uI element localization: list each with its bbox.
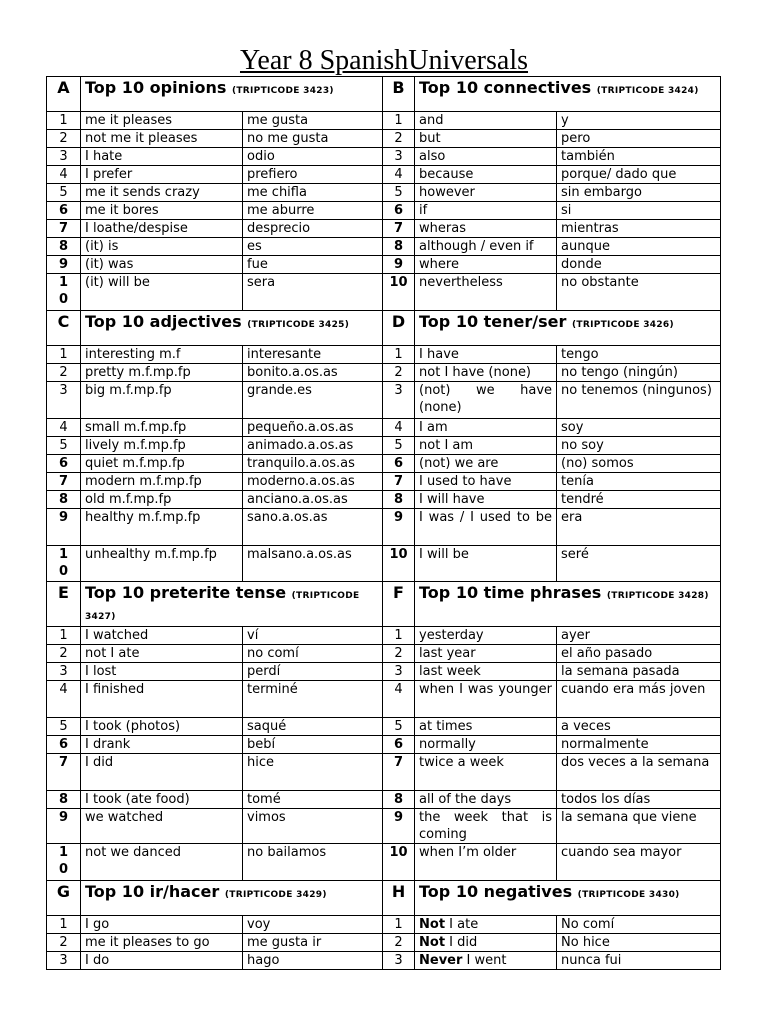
english-phrase: I am	[415, 419, 557, 437]
spanish-phrase: fue	[243, 256, 383, 274]
row-number: 5	[383, 184, 415, 202]
spanish-phrase: porque/ dado que	[557, 166, 721, 184]
spanish-phrase: odio	[243, 148, 383, 166]
table-row	[47, 916, 721, 934]
row-number: 7	[47, 754, 81, 791]
tripticode-label: (TRIPTICODE 3425)	[247, 320, 350, 330]
section-header-row	[47, 582, 721, 627]
section-letter: E	[47, 582, 81, 627]
spanish-phrase: pequeño.a.os.as	[243, 419, 383, 437]
table-row	[47, 112, 721, 130]
section-heading	[81, 77, 383, 112]
table-row	[47, 627, 721, 645]
english-phrase: wheras	[415, 220, 557, 238]
section-letter: B	[383, 77, 415, 112]
english-phrase: I was / I used to be	[415, 509, 557, 546]
english-phrase: lively m.f.mp.fp	[81, 437, 243, 455]
spanish-phrase: sin embargo	[557, 184, 721, 202]
spanish-phrase: todos los días	[557, 791, 721, 809]
table-row	[47, 382, 721, 419]
section-heading	[81, 311, 383, 346]
english-phrase: I loathe/despise	[81, 220, 243, 238]
spanish-phrase: aunque	[557, 238, 721, 256]
row-number: 5	[47, 718, 81, 736]
english-rest: I did	[445, 935, 478, 950]
spanish-phrase: también	[557, 148, 721, 166]
row-number: 7	[383, 220, 415, 238]
english-phrase: I prefer	[81, 166, 243, 184]
spanish-phrase: nunca fui	[557, 952, 721, 970]
row-number: 5	[47, 437, 81, 455]
row-number: 3	[47, 382, 81, 419]
spanish-phrase: la semana pasada	[557, 663, 721, 681]
row-number: 6	[383, 736, 415, 754]
row-number: 4	[47, 166, 81, 184]
english-phrase: small m.f.mp.fp	[81, 419, 243, 437]
spanish-phrase: cuando era más joven	[557, 681, 721, 718]
row-number: 9	[47, 809, 81, 844]
english-phrase: healthy m.f.mp.fp	[81, 509, 243, 546]
row-number: 6	[47, 455, 81, 473]
table-row	[47, 934, 721, 952]
section-letter: A	[47, 77, 81, 112]
row-number: 7	[47, 220, 81, 238]
row-number: 10	[47, 546, 81, 582]
row-number: 1	[47, 916, 81, 934]
spanish-phrase: interesante	[243, 346, 383, 364]
section-title: Top 10 ir/hacer	[85, 882, 220, 901]
row-number: 4	[383, 419, 415, 437]
english-phrase: I go	[81, 916, 243, 934]
english-phrase: big m.f.mp.fp	[81, 382, 243, 419]
section-heading	[81, 881, 383, 916]
row-number: 7	[47, 473, 81, 491]
english-phrase: modern m.f.mp.fp	[81, 473, 243, 491]
english-phrase: if	[415, 202, 557, 220]
section-letter: H	[383, 881, 415, 916]
table-row	[47, 718, 721, 736]
english-phrase: I have	[415, 346, 557, 364]
section-title: Top 10 opinions	[85, 78, 227, 97]
row-number: 3	[47, 148, 81, 166]
spanish-phrase: donde	[557, 256, 721, 274]
english-phrase: unhealthy m.f.mp.fp	[81, 546, 243, 582]
table-row	[47, 455, 721, 473]
row-number: 8	[383, 791, 415, 809]
spanish-phrase: saqué	[243, 718, 383, 736]
section-heading	[415, 311, 721, 346]
english-phrase: when I was younger	[415, 681, 557, 718]
spanish-phrase: bebí	[243, 736, 383, 754]
table-row	[47, 364, 721, 382]
table-row	[47, 346, 721, 364]
section-header-row	[47, 77, 721, 112]
table-row	[47, 473, 721, 491]
spanish-phrase: normalmente	[557, 736, 721, 754]
spanish-phrase: sera	[243, 274, 383, 311]
spanish-phrase: no tenemos (ningunos)	[557, 382, 721, 419]
table-row	[47, 509, 721, 546]
row-number: 2	[383, 934, 415, 952]
row-number: 8	[383, 491, 415, 509]
english-phrase: we watched	[81, 809, 243, 844]
row-number: 2	[47, 130, 81, 148]
spanish-phrase: dos veces a la semana	[557, 754, 721, 791]
spanish-phrase: soy	[557, 419, 721, 437]
table-row	[47, 663, 721, 681]
table-row	[47, 754, 721, 791]
spanish-phrase: bonito.a.os.as	[243, 364, 383, 382]
table-row	[47, 202, 721, 220]
table-row	[47, 844, 721, 881]
english-phrase: not me it pleases	[81, 130, 243, 148]
english-phrase: at times	[415, 718, 557, 736]
english-phrase: (it) was	[81, 256, 243, 274]
spanish-phrase: No comí	[557, 916, 721, 934]
spanish-phrase: anciano.a.os.as	[243, 491, 383, 509]
tripticode-label: (TRIPTICODE 3429)	[224, 890, 327, 900]
english-phrase: twice a week	[415, 754, 557, 791]
english-phrase: where	[415, 256, 557, 274]
english-phrase: (it) is	[81, 238, 243, 256]
row-number: 8	[47, 238, 81, 256]
row-number: 5	[383, 437, 415, 455]
english-phrase: me it pleases to go	[81, 934, 243, 952]
row-number: 1	[383, 627, 415, 645]
english-phrase: because	[415, 166, 557, 184]
table-row	[47, 130, 721, 148]
row-number: 2	[47, 934, 81, 952]
english-phrase: not I have (none)	[415, 364, 557, 382]
spanish-phrase: hice	[243, 754, 383, 791]
spanish-phrase: (no) somos	[557, 455, 721, 473]
row-number: 7	[383, 473, 415, 491]
english-phrase: also	[415, 148, 557, 166]
spanish-phrase: me gusta ir	[243, 934, 383, 952]
spanish-phrase: me aburre	[243, 202, 383, 220]
spanish-phrase: No hice	[557, 934, 721, 952]
english-phrase: I hate	[81, 148, 243, 166]
spanish-phrase: cuando sea mayor	[557, 844, 721, 881]
spanish-phrase: ví	[243, 627, 383, 645]
row-number: 1	[47, 346, 81, 364]
english-phrase: but	[415, 130, 557, 148]
tripticode-label: (TRIPTICODE 3426)	[571, 320, 674, 330]
spanish-phrase: tranquilo.a.os.as	[243, 455, 383, 473]
spanish-phrase: malsano.a.os.as	[243, 546, 383, 582]
row-number: 2	[47, 364, 81, 382]
english-phrase: I watched	[81, 627, 243, 645]
negative-word: Not	[419, 935, 446, 950]
tripticode-label: (TRIPTICODE 3423)	[231, 86, 334, 96]
row-number: 8	[47, 491, 81, 509]
table-row	[47, 419, 721, 437]
english-phrase: me it bores	[81, 202, 243, 220]
row-number: 6	[383, 455, 415, 473]
spanish-phrase: tendré	[557, 491, 721, 509]
english-phrase: quiet m.f.mp.fp	[81, 455, 243, 473]
english-phrase: (it) will be	[81, 274, 243, 311]
row-number: 10	[47, 274, 81, 311]
english-phrase: all of the days	[415, 791, 557, 809]
row-number: 8	[47, 791, 81, 809]
row-number: 3	[383, 663, 415, 681]
section-header-row	[47, 311, 721, 346]
table-row	[47, 437, 721, 455]
spanish-phrase: el año pasado	[557, 645, 721, 663]
spanish-phrase: terminé	[243, 681, 383, 718]
vocabulary-grid	[46, 76, 721, 970]
english-phrase: not I am	[415, 437, 557, 455]
section-title: Top 10 time phrases	[419, 583, 602, 602]
row-number: 1	[383, 346, 415, 364]
spanish-phrase: no me gusta	[243, 130, 383, 148]
english-phrase: normally	[415, 736, 557, 754]
english-phrase: I did	[81, 754, 243, 791]
english-rest: I ate	[445, 917, 479, 932]
spanish-phrase: sano.a.os.as	[243, 509, 383, 546]
english-phrase: not I ate	[81, 645, 243, 663]
english-phrase: yesterday	[415, 627, 557, 645]
english-phrase: not we danced	[81, 844, 243, 881]
table-row	[47, 791, 721, 809]
spanish-phrase: vimos	[243, 809, 383, 844]
table-row	[47, 736, 721, 754]
row-number: 3	[47, 663, 81, 681]
page-title: Year 8 SpanishUniversals	[239, 45, 529, 76]
section-title: Top 10 preterite tense	[85, 583, 287, 602]
section-heading	[415, 881, 721, 916]
table-row	[47, 645, 721, 663]
spanish-phrase: ayer	[557, 627, 721, 645]
spanish-phrase: si	[557, 202, 721, 220]
spanish-phrase: animado.a.os.as	[243, 437, 383, 455]
spanish-phrase: y	[557, 112, 721, 130]
section-letter: G	[47, 881, 81, 916]
table-row	[47, 238, 721, 256]
row-number: 2	[383, 645, 415, 663]
section-letter: F	[383, 582, 415, 627]
row-number: 4	[47, 681, 81, 718]
english-phrase: however	[415, 184, 557, 202]
english-phrase: I used to have	[415, 473, 557, 491]
row-number: 9	[383, 256, 415, 274]
tripticode-label: (TRIPTICODE 3427)	[85, 591, 360, 622]
row-number: 3	[383, 382, 415, 419]
spanish-phrase: voy	[243, 916, 383, 934]
english-phrase: when I’m older	[415, 844, 557, 881]
spanish-phrase: desprecio	[243, 220, 383, 238]
english-phrase: I finished	[81, 681, 243, 718]
spanish-phrase: no bailamos	[243, 844, 383, 881]
spanish-phrase: perdí	[243, 663, 383, 681]
row-number: 5	[383, 718, 415, 736]
spanish-phrase: era	[557, 509, 721, 546]
english-phrase: I will have	[415, 491, 557, 509]
table-row	[47, 952, 721, 970]
tripticode-label: (TRIPTICODE 3430)	[577, 890, 680, 900]
row-number: 1	[383, 112, 415, 130]
table-row	[47, 220, 721, 238]
section-letter: C	[47, 311, 81, 346]
table-row	[47, 256, 721, 274]
row-number: 2	[47, 645, 81, 663]
row-number: 4	[47, 419, 81, 437]
section-title: Top 10 adjectives	[85, 312, 242, 331]
section-title: Top 10 negatives	[419, 882, 573, 901]
spanish-phrase: es	[243, 238, 383, 256]
spanish-phrase: tenía	[557, 473, 721, 491]
spanish-phrase: me chifla	[243, 184, 383, 202]
english-phrase: (not) we are	[415, 455, 557, 473]
english-phrase: although / even if	[415, 238, 557, 256]
row-number: 1	[47, 112, 81, 130]
english-phrase: interesting m.f	[81, 346, 243, 364]
row-number: 7	[383, 754, 415, 791]
spanish-phrase: tengo	[557, 346, 721, 364]
spanish-phrase: prefiero	[243, 166, 383, 184]
english-phrase: the week that is coming	[415, 809, 557, 844]
english-phrase: old m.f.mp.fp	[81, 491, 243, 509]
english-phrase: and	[415, 112, 557, 130]
row-number: 3	[383, 952, 415, 970]
section-heading	[415, 77, 721, 112]
spanish-phrase: no tengo (ningún)	[557, 364, 721, 382]
table-row	[47, 148, 721, 166]
english-phrase: last year	[415, 645, 557, 663]
row-number: 5	[47, 184, 81, 202]
negative-word: Not	[419, 917, 446, 932]
spanish-phrase: no obstante	[557, 274, 721, 311]
english-phrase: pretty m.f.mp.fp	[81, 364, 243, 382]
row-number: 10	[383, 546, 415, 582]
row-number: 10	[383, 844, 415, 881]
tripticode-label: (TRIPTICODE 3428)	[606, 591, 709, 601]
table-row	[47, 274, 721, 311]
section-heading	[415, 582, 721, 627]
row-number: 3	[383, 148, 415, 166]
row-number: 1	[47, 627, 81, 645]
english-phrase	[415, 934, 557, 952]
spanish-phrase: no comí	[243, 645, 383, 663]
spanish-phrase: tomé	[243, 791, 383, 809]
english-phrase: last week	[415, 663, 557, 681]
spanish-phrase: hago	[243, 952, 383, 970]
english-phrase	[415, 916, 557, 934]
english-phrase: nevertheless	[415, 274, 557, 311]
row-number: 2	[383, 130, 415, 148]
spanish-phrase: grande.es	[243, 382, 383, 419]
english-phrase: I will be	[415, 546, 557, 582]
spanish-phrase: mientras	[557, 220, 721, 238]
spanish-phrase: pero	[557, 130, 721, 148]
row-number: 1	[383, 916, 415, 934]
spanish-phrase: la semana que viene	[557, 809, 721, 844]
english-phrase: I do	[81, 952, 243, 970]
section-heading	[81, 582, 383, 627]
table-row	[47, 546, 721, 582]
spanish-phrase: no soy	[557, 437, 721, 455]
english-phrase: me it pleases	[81, 112, 243, 130]
english-phrase: I took (photos)	[81, 718, 243, 736]
row-number: 6	[47, 736, 81, 754]
row-number: 9	[383, 809, 415, 844]
section-header-row	[47, 881, 721, 916]
negative-word: Never	[419, 953, 463, 968]
row-number: 10	[383, 274, 415, 311]
english-phrase	[415, 952, 557, 970]
spanish-phrase: me gusta	[243, 112, 383, 130]
row-number: 2	[383, 364, 415, 382]
row-number: 4	[383, 681, 415, 718]
tripticode-label: (TRIPTICODE 3424)	[596, 86, 699, 96]
spanish-phrase: a veces	[557, 718, 721, 736]
table-row	[47, 166, 721, 184]
table-row	[47, 184, 721, 202]
english-phrase: (not) we have (none)	[415, 382, 557, 419]
row-number: 9	[47, 509, 81, 546]
row-number: 4	[383, 166, 415, 184]
spanish-phrase: moderno.a.os.as	[243, 473, 383, 491]
english-phrase: I took (ate food)	[81, 791, 243, 809]
section-title: Top 10 tener/ser	[419, 312, 567, 331]
row-number: 6	[47, 202, 81, 220]
table-row	[47, 809, 721, 844]
english-rest: I went	[462, 953, 507, 968]
english-phrase: I drank	[81, 736, 243, 754]
spanish-phrase: seré	[557, 546, 721, 582]
section-title: Top 10 connectives	[419, 78, 592, 97]
section-letter: D	[383, 311, 415, 346]
row-number: 3	[47, 952, 81, 970]
row-number: 8	[383, 238, 415, 256]
row-number: 10	[47, 844, 81, 881]
english-phrase: me it sends crazy	[81, 184, 243, 202]
row-number: 9	[383, 509, 415, 546]
english-phrase: I lost	[81, 663, 243, 681]
table-row	[47, 491, 721, 509]
table-row	[47, 681, 721, 718]
row-number: 6	[383, 202, 415, 220]
row-number: 9	[47, 256, 81, 274]
